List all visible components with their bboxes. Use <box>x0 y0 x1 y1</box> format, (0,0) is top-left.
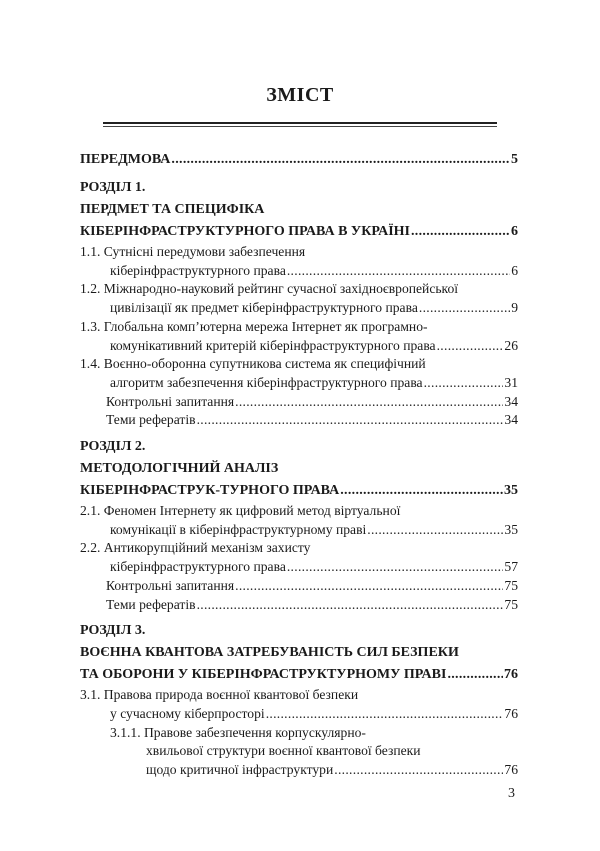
dot-leader <box>235 577 503 596</box>
toc-entry-text: РОЗДІЛ 2. <box>80 439 146 455</box>
toc-entry-text: ПЕРЕДМОВА <box>80 152 171 167</box>
toc-entry-text: РОЗДІЛ 3. <box>80 623 146 639</box>
toc-line <box>80 620 518 642</box>
toc-entry-text: кіберінфраструктурного права <box>110 262 286 278</box>
toc-line <box>80 299 518 318</box>
toc-entry-text: Теми рефератів <box>106 412 196 428</box>
toc-entry-text: Контрольні запитання <box>106 393 235 409</box>
dot-leader <box>340 480 503 502</box>
toc-entry-text: Теми рефератів <box>106 596 196 612</box>
toc-page-number: 9 <box>511 300 518 316</box>
dot-leader <box>197 411 504 430</box>
toc-line <box>80 724 518 743</box>
toc-entry-text: 2.2. Антикорупційний механізм захисту <box>80 540 311 556</box>
toc-line <box>80 761 518 780</box>
toc-entry-text: ТА ОБОРОНИ У КІБЕРІНФРАСТРУКТУРНОМУ ПРАВІ <box>80 667 447 683</box>
dot-leader <box>424 374 504 393</box>
toc-entry-text: 1.4. Воєнно-оборонна супутникова система як специфічний <box>80 356 426 372</box>
toc-line <box>80 596 518 615</box>
toc-line <box>80 337 518 356</box>
toc-entry <box>80 318 518 355</box>
toc-entry <box>80 355 518 392</box>
toc-page-number: 75 <box>504 577 518 593</box>
toc-entry-text: Контрольні запитання <box>106 577 235 593</box>
toc-line <box>80 558 518 577</box>
toc-entry-text: 1.3. Глобальна комп’ютерна мережа Інтернет як програмно- <box>80 318 428 334</box>
toc-entry-text: хвильової структури воєнної квантової безпеки <box>146 743 421 759</box>
toc-entry-text: 3.1. Правова природа воєнної квантової безпеки <box>80 687 359 703</box>
toc-entry <box>80 724 518 780</box>
toc-entry <box>80 393 518 412</box>
toc-page-number: 76 <box>504 705 518 721</box>
dot-leader <box>171 149 510 171</box>
dot-leader <box>287 558 504 577</box>
toc-line <box>80 221 518 243</box>
toc-line <box>80 742 518 761</box>
toc-entry-text: 1.2. Міжнародно-науковий рейтинг сучасної західноєвропейської <box>80 281 459 297</box>
toc-line <box>80 705 518 724</box>
toc-entry-text: цивілізації як предмет кіберінфраструктурного права <box>110 300 418 316</box>
toc-page-number: 26 <box>504 337 518 353</box>
toc-entry <box>80 177 518 243</box>
toc-line <box>80 318 518 337</box>
toc-entry-text: кіберінфраструктурного права <box>110 559 286 575</box>
toc-entry-text: РОЗДІЛ 1. <box>80 180 146 195</box>
toc-entry <box>80 502 518 539</box>
toc-line <box>80 642 518 664</box>
toc-line <box>80 243 518 262</box>
dot-leader <box>447 664 503 686</box>
toc-entry-text: у сучасному кіберпросторі <box>110 705 265 721</box>
toc-line <box>80 393 518 412</box>
toc-page-number: 57 <box>504 559 518 575</box>
toc-page-number: 31 <box>504 374 518 390</box>
dot-leader <box>437 337 504 356</box>
page-number: 3 <box>508 786 515 801</box>
title-rule <box>103 122 497 124</box>
table-of-contents <box>80 149 518 780</box>
toc-entry-text: щодо критичної інфраструктури <box>146 762 334 778</box>
dot-leader <box>334 761 503 780</box>
toc-page-number: 35 <box>504 483 518 499</box>
toc-line <box>80 262 518 281</box>
dot-leader <box>367 521 503 540</box>
toc-entry-text: 1.1. Сутнісні передумови забезпечення <box>80 244 306 259</box>
toc-entry-text: МЕТОДОЛОГІЧНИЙ АНАЛІЗ <box>80 461 279 477</box>
toc-line <box>80 539 518 558</box>
toc-page-number: 34 <box>504 412 518 428</box>
toc-page-number: 35 <box>504 521 518 537</box>
toc-page-number: 34 <box>504 393 518 409</box>
toc-entry-text: КІБЕРІНФРАСТРУК-ТУРНОГО ПРАВА <box>80 483 340 499</box>
toc-line <box>80 280 518 299</box>
toc-line <box>80 458 518 480</box>
toc-line <box>80 177 518 199</box>
toc-entry-text: ПЕРДМЕТ ТА СПЕЦИФІКА <box>80 202 265 217</box>
toc-entry-text: ВОЄННА КВАНТОВА ЗАТРЕБУВАНІСТЬ СИЛ БЕЗПЕКИ <box>80 645 459 661</box>
toc-page-number: 5 <box>511 152 518 167</box>
title-rule-thin <box>103 126 497 127</box>
toc-entry <box>80 539 518 576</box>
toc-line <box>80 149 518 171</box>
toc-line <box>80 199 518 221</box>
toc-line <box>80 686 518 705</box>
page-title: ЗМІСТ <box>266 84 334 106</box>
toc-page-number: 76 <box>504 762 518 778</box>
toc-entry-text: комунікативний критерій кіберінфраструктурного права <box>110 337 436 353</box>
toc-line <box>80 374 518 393</box>
toc-page-number: 75 <box>504 596 518 612</box>
toc-entry <box>80 577 518 596</box>
dot-leader <box>419 299 510 318</box>
toc-entry <box>80 280 518 317</box>
toc-entry <box>80 436 518 502</box>
toc-entry <box>80 411 518 430</box>
dot-leader <box>266 705 504 724</box>
toc-entry <box>80 149 518 171</box>
toc-line <box>80 664 518 686</box>
toc-entry-text: 3.1.1. Правове забезпечення корпускулярно- <box>110 724 366 740</box>
toc-page-number: 6 <box>511 262 518 278</box>
toc-line <box>80 436 518 458</box>
toc-entry <box>80 620 518 686</box>
dot-leader <box>287 262 510 281</box>
toc-page-number: 6 <box>511 224 518 239</box>
toc-line <box>80 577 518 596</box>
toc-line <box>80 355 518 374</box>
toc-entry-text: комунікації в кіберінфраструктурному праві <box>110 521 367 537</box>
toc-entry <box>80 243 518 280</box>
toc-line <box>80 502 518 521</box>
dot-leader <box>411 221 510 243</box>
toc-entry-text: алгоритм забезпечення кіберінфраструктурного права <box>110 374 423 390</box>
dot-leader <box>197 596 504 615</box>
toc-page-number: 76 <box>504 667 518 683</box>
dot-leader <box>235 393 503 412</box>
toc-entry-text: 2.1. Феномен Інтернету як цифровий метод віртуальної <box>80 503 401 519</box>
toc-entry <box>80 686 518 723</box>
toc-entry <box>80 596 518 615</box>
toc-line <box>80 411 518 430</box>
toc-entry-text: КІБЕРІНФРАСТРУКТУРНОГО ПРАВА В УКРАЇНІ <box>80 224 410 239</box>
toc-line <box>80 521 518 540</box>
toc-line <box>80 480 518 502</box>
